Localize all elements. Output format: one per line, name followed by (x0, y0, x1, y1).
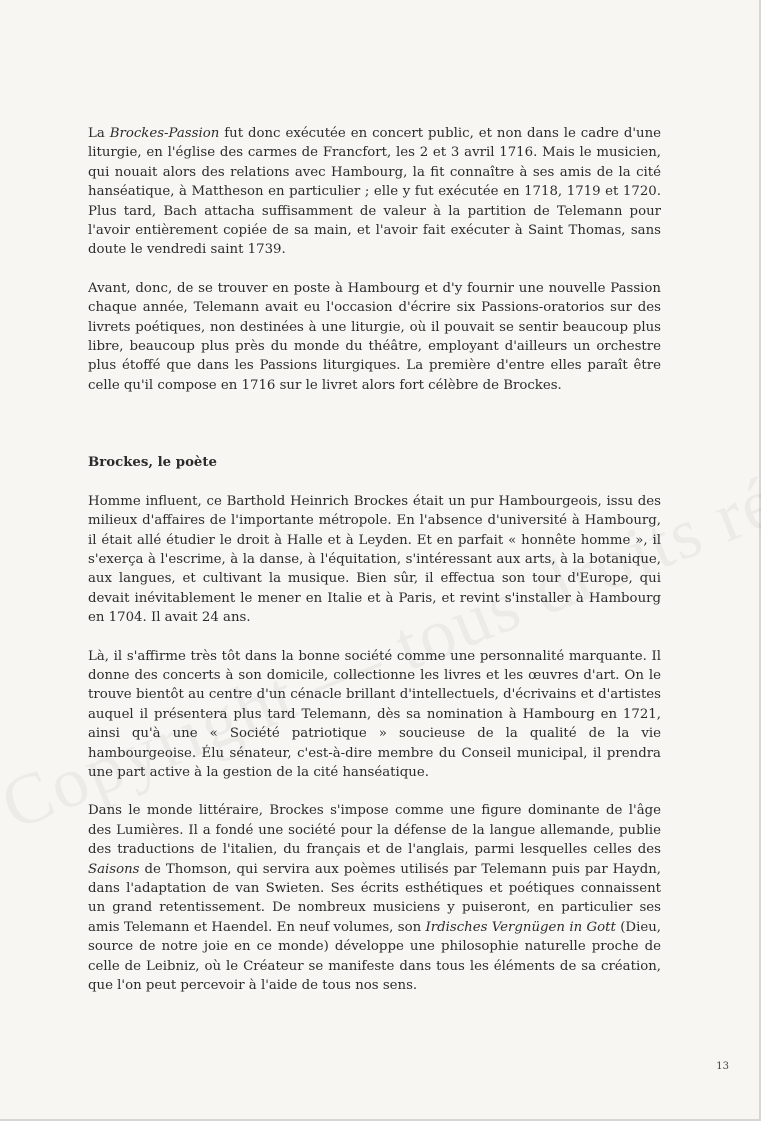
paragraph-5-title-italic-b: Irdisches Vergnügen in Gott (425, 919, 616, 935)
page-number: 13 (716, 1061, 729, 1072)
paragraph-2: Avant, donc, de se trouver en poste à Hambourg et d'y fournir une nouvelle Passion chaque année, Telemann avait eu l'occasion d'écrire six Passions-oratorios sur des livrets poétiques, non destinées à une liturgie, où il pouvait se sentir beaucoup plus libre, beaucoup plus près du monde du théâtre, employant d'ailleurs un orchestre plus étoffé que dans les Passions liturgiques. La première d'entre elles paraît être celle qu'il compose en 1716 sur le livret alors fort célèbre de Brockes. (88, 280, 661, 393)
paragraph-5-text-c: (Dieu, source de notre joie en ce monde) développe une philosophie naturelle proche de celle de Leibniz, où le Créateur se manifeste dans tous les éléments de sa création, que l'on peut percevoir à l'aide de tous nos sens. (88, 919, 662, 994)
paragraph-1-text-b: fut donc exécutée en concert public, et non dans le cadre d'une liturgie, en l'église des carmes de Francfort, les 2 et 3 avril 1716. Mais le musicien, qui nouait alors des relations avec Hambourg, la fit connaître à ses amis de la cité hanséatique, à Mattheson en particulier ; elle y fut exécutée en 1718, 1719 et 1720. Plus tard, Bach attacha suffisamment de valeur à la partition de Telemann pour l'avoir entièrement copiée de sa main, et l'avoir fait exécuter à Saint Thomas, sans doute le vendredi saint 1739. (88, 126, 661, 258)
paragraph-5 (88, 801, 661, 995)
section-heading: Brockes, le poète (88, 455, 217, 471)
paragraph-1-text-a: La (88, 126, 110, 141)
paragraph-5-text-b: de Thomson, qui servira aux poèmes utilisés par Telemann puis par Haydn, dans l'adaptation de van Swieten. Ses écrits esthétiques et poétiques connaissent un grand retentissement. De nombreux musiciens y puiseront, en particulier ses amis Telemann et Haendel. En neuf volumes, son (88, 861, 661, 935)
paragraph-1 (88, 124, 661, 260)
paragraph-5-title-italic-a: Saisons (88, 861, 140, 877)
paragraph-3: Homme influent, ce Barthold Heinrich Brockes était un pur Hambourgeois, issu des milieux d'affaires de l'importante métropole. En l'absence d'université à Hambourg, il était allé étudier le droit à Halle et à Leyden. Et en parfait « honnête homme », il s'exerça à l'escrime, à la danse, à l'équitation, s'intéressant aux arts, à la botanique, aux langues, et cultivant la musique. Bien sûr, il effectua son tour d'Europe, qui devait inévitablement le mener en Italie et à Paris, et revint s'installer à Hambourg en 1704. Il avait 24 ans. (88, 493, 661, 626)
paragraph-1-title-italic: Brockes-Passion (109, 126, 220, 141)
paragraph-4: Là, il s'affirme très tôt dans la bonne société comme une personnalité marquante. Il donne des concerts à son domicile, collectionne les livres et les œuvres d'art. On le trouve bientôt au centre d'un cénacle brillant d'intellectuels, d'écrivains et d'artistes auquel il présentera plus tard Telemann, dès sa nomination à Hambourg en 1721, ainsi qu'à une « Société patriotique » soucieuse de la qualité de la vie hambourgeoise. Élu sénateur, c'est-à-dire membre du Conseil municipal, il prendra une part active à la gestion de la cité hanséatique. (88, 648, 661, 780)
paragraph-5-text-a: Dans le monde littéraire, Brockes s'impose comme une figure dominante de l'âge des Lumières. Il a fondé une société pour la défense de la langue allemande, publie des traductions de l'italien, du français et de l'anglais, parmi lesquelles celles des (88, 803, 661, 858)
document-body (88, 124, 661, 995)
